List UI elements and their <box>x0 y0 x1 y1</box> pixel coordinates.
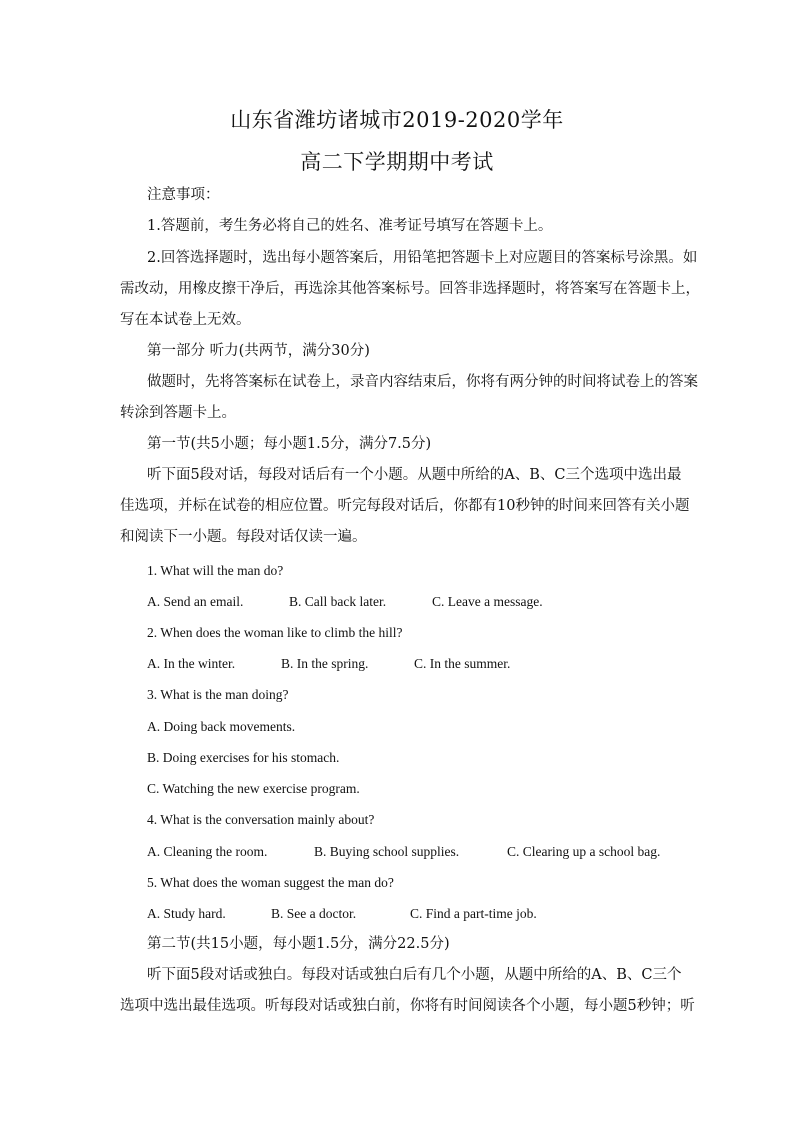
question-2-option-c: C. In the summer. <box>414 656 511 671</box>
question-5-option-b: B. See a doctor. <box>271 906 357 921</box>
notice-item-2-line1: 2.回答选择题时，选出每小题答案后，用铅笔把答题卡上对应题目的答案标号涂黑。如 <box>147 250 698 266</box>
part1-intro-line2: 转涂到答题卡上。 <box>120 405 236 421</box>
section2-intro-line2: 选项中选出最佳选项。听每段对话或独白前，你将有时间阅读各个小题，每小题5秒钟；听 <box>120 998 695 1014</box>
question-2-option-a: A. In the winter. <box>147 656 236 671</box>
section1-intro-line3: 和阅读下一小题。每段对话仅读一遍。 <box>120 529 367 545</box>
question-3-option-a: A. Doing back movements. <box>147 719 296 734</box>
question-4-option-b: B. Buying school supplies. <box>314 844 460 859</box>
question-2-option-b: B. In the spring. <box>281 656 369 671</box>
question-1-option-c: C. Leave a message. <box>432 594 543 609</box>
question-4: 4. What is the conversation mainly about? <box>147 812 375 827</box>
question-4-option-a: A. Cleaning the room. <box>147 844 268 859</box>
notice-heading: 注意事项： <box>147 187 220 203</box>
part1-intro-line1: 做题时，先将答案标在试卷上，录音内容结束后，你将有两分钟的时间将试卷上的答案 <box>147 374 698 390</box>
notice-item-2-line3: 写在本试卷上无效。 <box>120 312 251 328</box>
part1-heading: 第一部分 听力(共两节，满分30分) <box>147 343 370 359</box>
question-5-option-a: A. Study hard. <box>147 906 226 921</box>
question-3-option-c: C. Watching the new exercise program. <box>147 781 360 796</box>
section2-heading: 第二节(共15小题，每小题1.5分，满分22.5分) <box>147 936 450 952</box>
question-3: 3. What is the man doing? <box>147 687 289 702</box>
question-1-option-b: B. Call back later. <box>289 594 387 609</box>
notice-item-1: 1.答题前，考生务必将自己的姓名、准考证号填写在答题卡上。 <box>147 218 553 234</box>
question-2: 2. When does the woman like to climb the hill? <box>147 625 403 640</box>
notice-item-2-line2: 需改动，用橡皮擦干净后，再选涂其他答案标号。回答非选择题时，将答案写在答题卡上， <box>120 281 700 297</box>
exam-title-line1: 山东省潍坊诸城市2019-2020学年 <box>230 108 564 132</box>
section1-intro-line2: 佳选项，并标在试卷的相应位置。听完每段对话后，你都有10秒钟的时间来回答有关小题 <box>120 498 690 514</box>
question-1: 1. What will the man do? <box>147 563 284 578</box>
question-5-option-c: C. Find a part-time job. <box>410 906 537 921</box>
question-5: 5. What does the woman suggest the man do? <box>147 875 394 890</box>
question-1-option-a: A. Send an email. <box>147 594 244 609</box>
section1-intro-line1: 听下面5段对话，每段对话后有一个小题。从题中所给的A、B、C三个选项中选出最 <box>147 467 682 483</box>
question-4-option-c: C. Clearing up a school bag. <box>507 844 661 859</box>
question-3-option-b: B. Doing exercises for his stomach. <box>147 750 340 765</box>
section1-heading: 第一节(共5小题；每小题1.5分，满分7.5分) <box>147 436 432 452</box>
section2-intro-line1: 听下面5段对话或独白。每段对话或独白后有几个小题，从题中所给的A、B、C三个 <box>147 967 682 983</box>
exam-title-line2: 高二下学期期中考试 <box>300 150 494 174</box>
